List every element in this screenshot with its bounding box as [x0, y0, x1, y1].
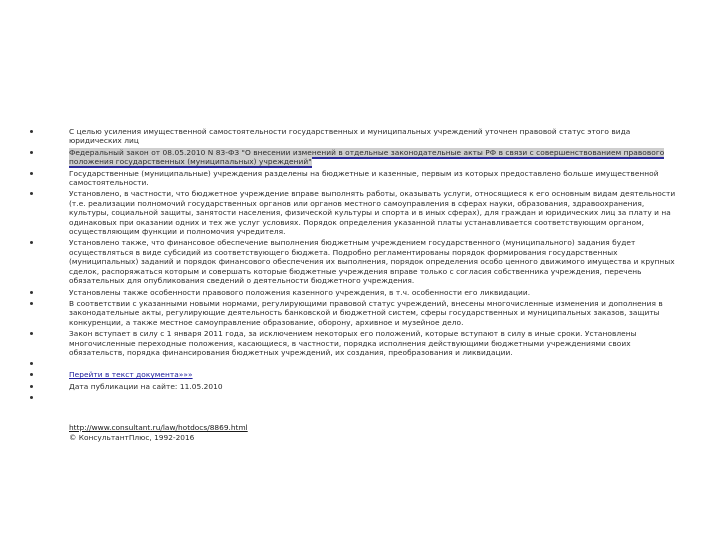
item-text: Установлены также особенности правового положения казенного учреждения, в т.ч. особенности его ликвидации.: [69, 287, 531, 297]
item-text: В соответствии с указанными новыми нормами, регулирующими правовой статус учреждений, внесены многочисленные изменения и дополнения в законодательные акты, регулирующие деятельность банковской и бюджетной систем, сферы государственных и муниципальных заказов, защиты конкуренции, а также местное самоуправление образование, оборону, архивное и музейное дело.: [69, 298, 663, 327]
list-item: [30, 329, 680, 357]
list-item[interactable]: [30, 370, 680, 379]
item-text: С целью усиления имущественной самостоятельности государственных и муниципальных учреждений уточнен правовой статус этого вида юридических лиц: [69, 127, 631, 146]
list-item: [30, 238, 680, 285]
list-item: [30, 127, 680, 146]
news-bullet-list: [30, 127, 680, 404]
go-to-document-link[interactable]: Перейти в текст документа»»»: [69, 370, 193, 380]
item-text: Закон вступает в силу с 1 января 2011 года, за исключением некоторых его положений, которые вступают в силу в иные сроки. Установлены многочисленные переходные положения, касающиеся, в частности, порядка исполнения действующими бюджетными учреждениями своих обязательств, порядка финансирования бюджетных учреждений, их создания, преобразования и ликвидации.: [69, 329, 637, 357]
list-item-empty: [30, 393, 680, 402]
list-item: [30, 169, 680, 188]
list-item[interactable]: [30, 148, 680, 167]
list-item: [30, 189, 680, 236]
copyright-text: © КонсультантПлюс, 1992-2016: [69, 433, 195, 442]
footer: [69, 423, 248, 443]
item-text: Государственные (муниципальные) учреждения разделены на бюджетные и казенные, первым из которых предоставлено больше имущественной самостоятельности.: [69, 168, 659, 188]
list-item: [30, 288, 680, 297]
publication-date: Дата публикации на сайте: 11.05.2010: [69, 381, 223, 391]
item-text: Установлено, в частности, что бюджетное учреждение вправе выполнять работы, оказывать услуги, относящиеся к его основным видам деятельности (т.е. реализации полномочий государственных органов или органов местного самоуправления в сферах науки, образования, здравоохранения, культуры, социальной защиты, занятости населения, физической культуры и спорта и в иных сферах), для граждан и юридических лиц за плату и на одинаковых при оказании одних и тех же услуг условиях. Порядок определения указанной платы устанавливается соответствующим органом, осуществляющим функции и полномочия учредителя.: [69, 189, 676, 237]
item-text: Установлено также, что финансовое обеспечение выполнения бюджетным учреждением государственного (муниципального) задания будет осуществляться в виде субсидий из соответствующего бюджета. Подробно регламентированы порядок формирования государственных (муниципальных) заданий и порядок финансового обеспечения их выполнения, порядок определения особо ценного движимого имущества и крупных сделок, распоряжаться которым и совершать которые бюджетные учреждения вправе только с согласия собственника учреждения, перечень обязательных для опубликования сведений о деятельности бюджетного учреждения.: [69, 238, 675, 286]
list-item: [30, 299, 680, 327]
law-title-link[interactable]: Федеральный закон от 08.05.2010 N 83-ФЗ "О внесении изменений в отдельные законодательные акты РФ в связи с совершенствованием правового положения государственных (муниципальных) учреждений": [69, 147, 665, 167]
list-item-empty: [30, 359, 680, 368]
list-item: [30, 382, 680, 391]
source-url-link[interactable]: http://www.consultant.ru/law/hotdocs/8869.html: [69, 423, 248, 432]
